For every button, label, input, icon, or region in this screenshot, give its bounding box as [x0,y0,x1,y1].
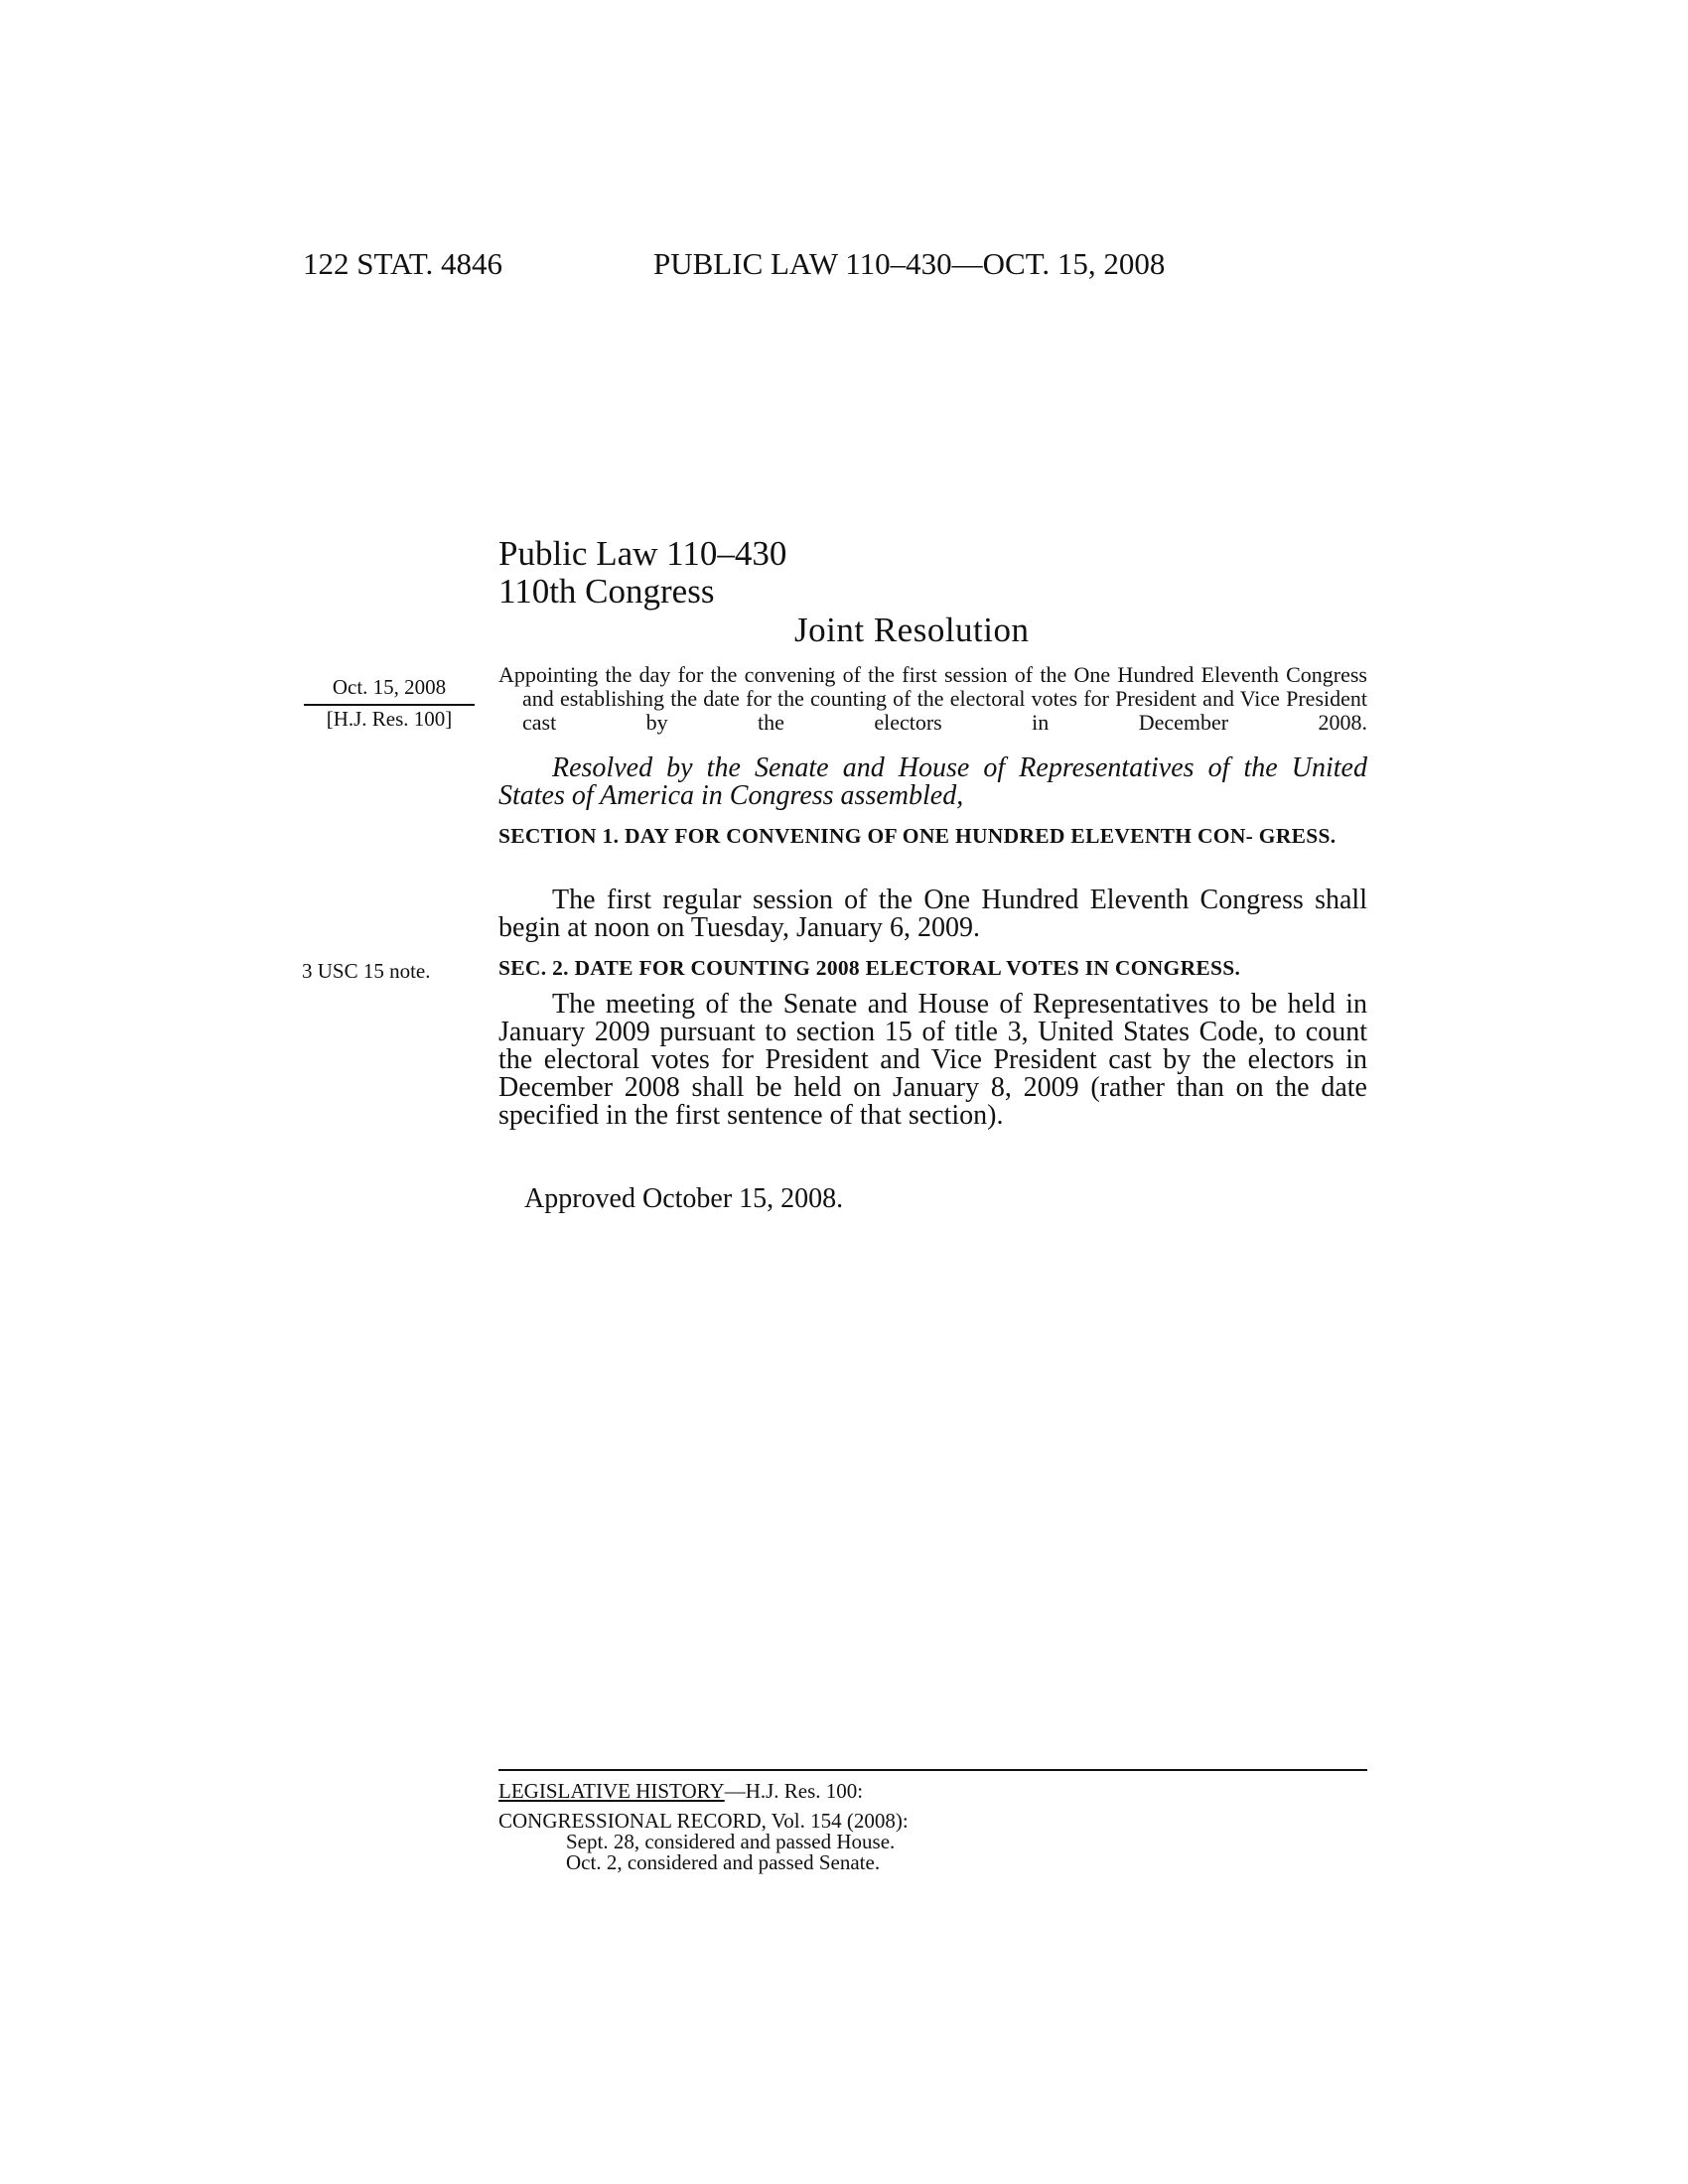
public-law-title: Public Law 110–430 [498,534,787,573]
enacting-clause: Resolved by the Senate and House of Representatives of the United States of America in Congress assembled, [498,752,1367,811]
approval-date: Approved October 15, 2008. [524,1183,844,1214]
margin-note-date: Oct. 15, 2008 [304,675,475,706]
purpose-paragraph: Appointing the day for the convening of the first session of the One Hundred Eleventh Congress and establishing the date for the counting of the electoral votes for President and Vice President cast by the electors in December 2008. [498,662,1367,735]
legislative-history-bill: —H.J. Res. 100: [724,1779,864,1803]
margin-note-bill: [H.J. Res. 100] [326,707,453,731]
section-1-text: The first regular session of the One Hundred Eleventh Congress shall begin at noon on Tuesday, January 6, 2009. [498,885,1367,943]
history-entry: Oct. 2, considered and passed Senate. [566,1850,881,1874]
section-2-heading: SEC. 2. DATE FOR COUNTING 2008 ELECTORAL VOTES IN CONGRESS. [498,956,1241,980]
footer-divider [498,1769,1367,1771]
document-type-heading: Joint Resolution [794,611,1030,649]
margin-note-usc: 3 USC 15 note. [302,959,431,983]
history-entry: Sept. 28, considered and passed House. [566,1830,896,1853]
congressional-record-line: CONGRESSIONAL RECORD, Vol. 154 (2008): [498,1809,909,1833]
congress-title: 110th Congress [498,572,715,611]
section-1-heading: SECTION 1. DAY FOR CONVENING OF ONE HUNDRED ELEVENTH CON- GRESS. [498,824,1336,848]
legislative-history-label: LEGISLATIVE HISTORY [498,1779,725,1803]
legislative-history-title [498,1779,863,1804]
header-stat-citation: 122 STAT. 4846 [303,246,503,281]
section-2-text: The meeting of the Senate and House of Representatives to be held in January 2009 pursuant to section 15 of title 3, United States Code, to count the electoral votes for President and Vice President cast by the electors in December 2008 shall be held on January 8, 2009 (rather than on the date specified in the first sentence of that section). [498,989,1367,1131]
header-law-date: PUBLIC LAW 110–430—OCT. 15, 2008 [653,246,1166,281]
